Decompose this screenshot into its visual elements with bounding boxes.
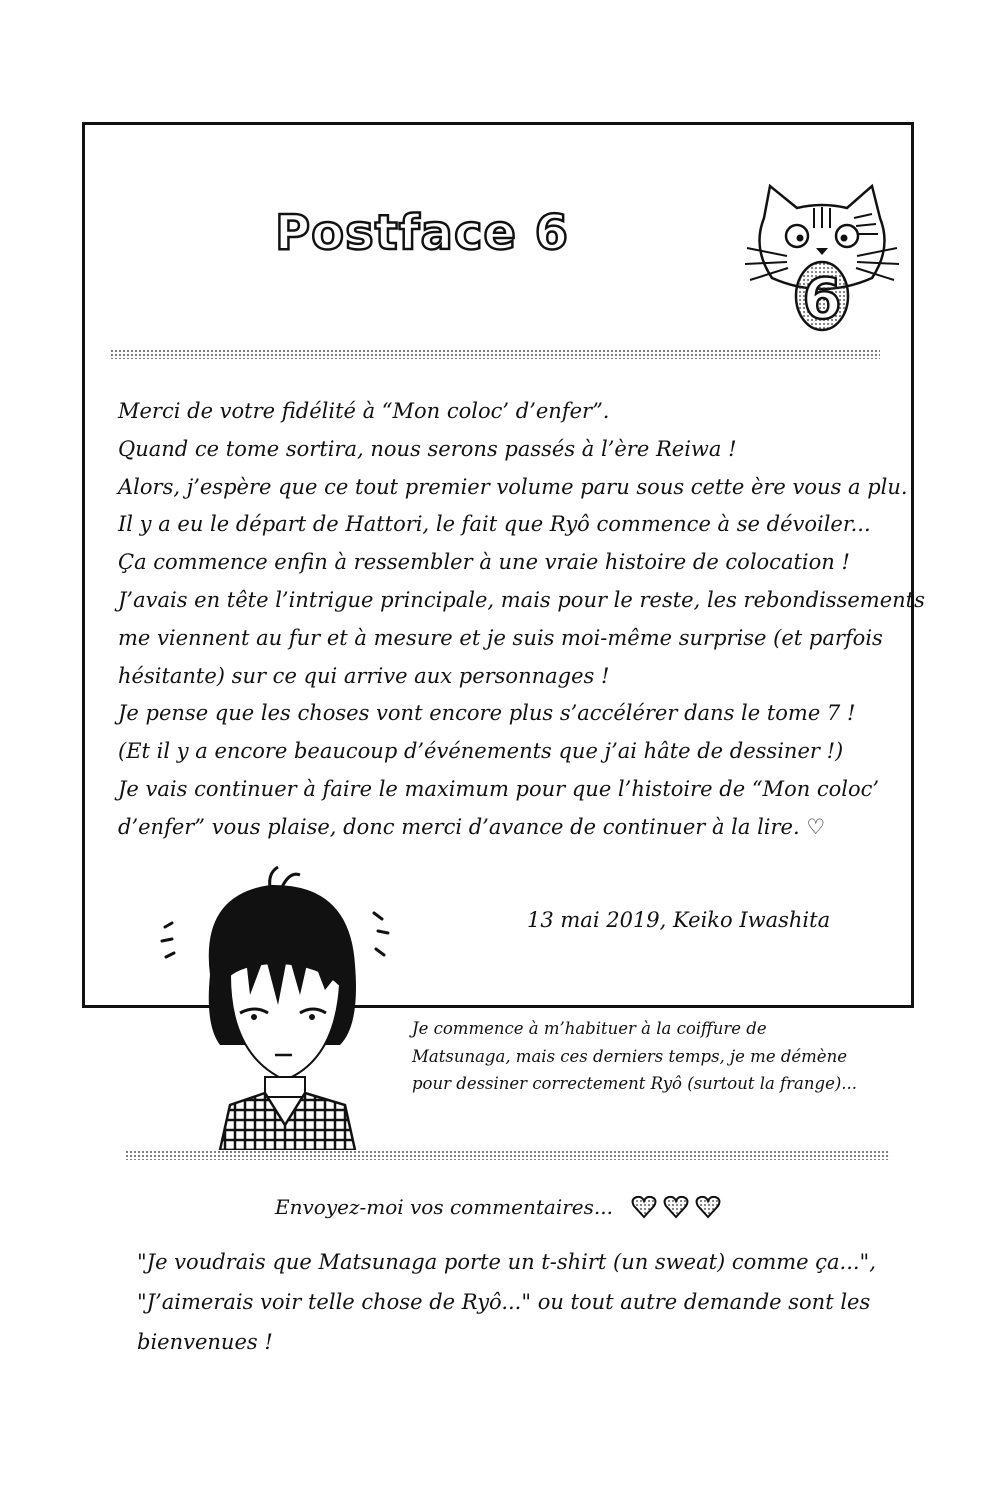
body-line: Quand ce tome sortira, nous serons passés à l’ère Reiwa ! <box>118 436 737 461</box>
dotted-divider-bottom <box>125 1150 890 1160</box>
heart-icon <box>631 1195 657 1219</box>
body-line: (Et il y a encore beaucoup d’événements que j’ai hâte de dessiner !) <box>118 739 844 764</box>
send-comments-text: Envoyez-moi vos commentaires... <box>275 1195 613 1219</box>
body-line: hésitante) sur ce qui arrive aux personnages ! <box>118 663 610 688</box>
body-line: d’enfer” vous plaise, donc merci d’avance de continuer à la lire. ♡ <box>118 814 826 839</box>
body-line: Il y a eu le départ de Hattori, le fait que Ryô commence à se dévoiler... <box>118 512 871 537</box>
send-comments-row <box>275 1195 721 1219</box>
reader-request-text <box>137 1242 937 1362</box>
character-portrait-illustration <box>150 855 400 1150</box>
body-line: Je vais continuer à faire le maximum pour que l’histoire de “Mon coloc’ <box>118 776 880 801</box>
body-line: Merci de votre fidélité à “Mon coloc’ d’enfer”. <box>118 399 610 423</box>
heart-icon <box>695 1195 721 1219</box>
request-line: "J’aimerais voir telle chose de Ryô..." ou tout autre demande sont les <box>137 1290 871 1314</box>
cat-face-illustration <box>742 178 902 338</box>
body-line: Ça commence enfin à ressembler à une vraie histoire de colocation ! <box>118 550 850 575</box>
caption-line: Je commence à m’habituer à la coiffure de <box>412 1019 767 1038</box>
hearts-decoration <box>631 1195 721 1219</box>
caption-line: Matsunaga, mais ces derniers temps, je me démène <box>412 1046 847 1066</box>
request-line: "Je voudrais que Matsunaga porte un t-shirt (un sweat) comme ça...", <box>137 1250 876 1274</box>
badge-number: 6 <box>802 267 842 332</box>
page-title: Postface 6 <box>275 205 570 261</box>
signature-date: 13 mai 2019, Keiko Iwashita <box>527 908 831 932</box>
body-line: Je pense que les choses vont encore plus s’accélérer dans le tome 7 ! <box>118 701 856 726</box>
body-line: Alors, j’espère que ce tout premier volume paru sous cette ère vous a plu. <box>118 474 908 499</box>
body-line: J’avais en tête l’intrigue principale, mais pour le reste, les rebondissements <box>118 587 925 612</box>
illustration-caption <box>412 1015 892 1098</box>
heart-icon <box>663 1195 689 1219</box>
body-line: me viennent au fur et à mesure et je suis moi-même surprise (et parfois <box>118 625 883 650</box>
postface-body <box>118 393 925 847</box>
dotted-divider-top <box>110 349 880 359</box>
request-line: bienvenues ! <box>137 1330 273 1354</box>
caption-line: pour dessiner correctement Ryô (surtout la frange)... <box>412 1074 858 1093</box>
